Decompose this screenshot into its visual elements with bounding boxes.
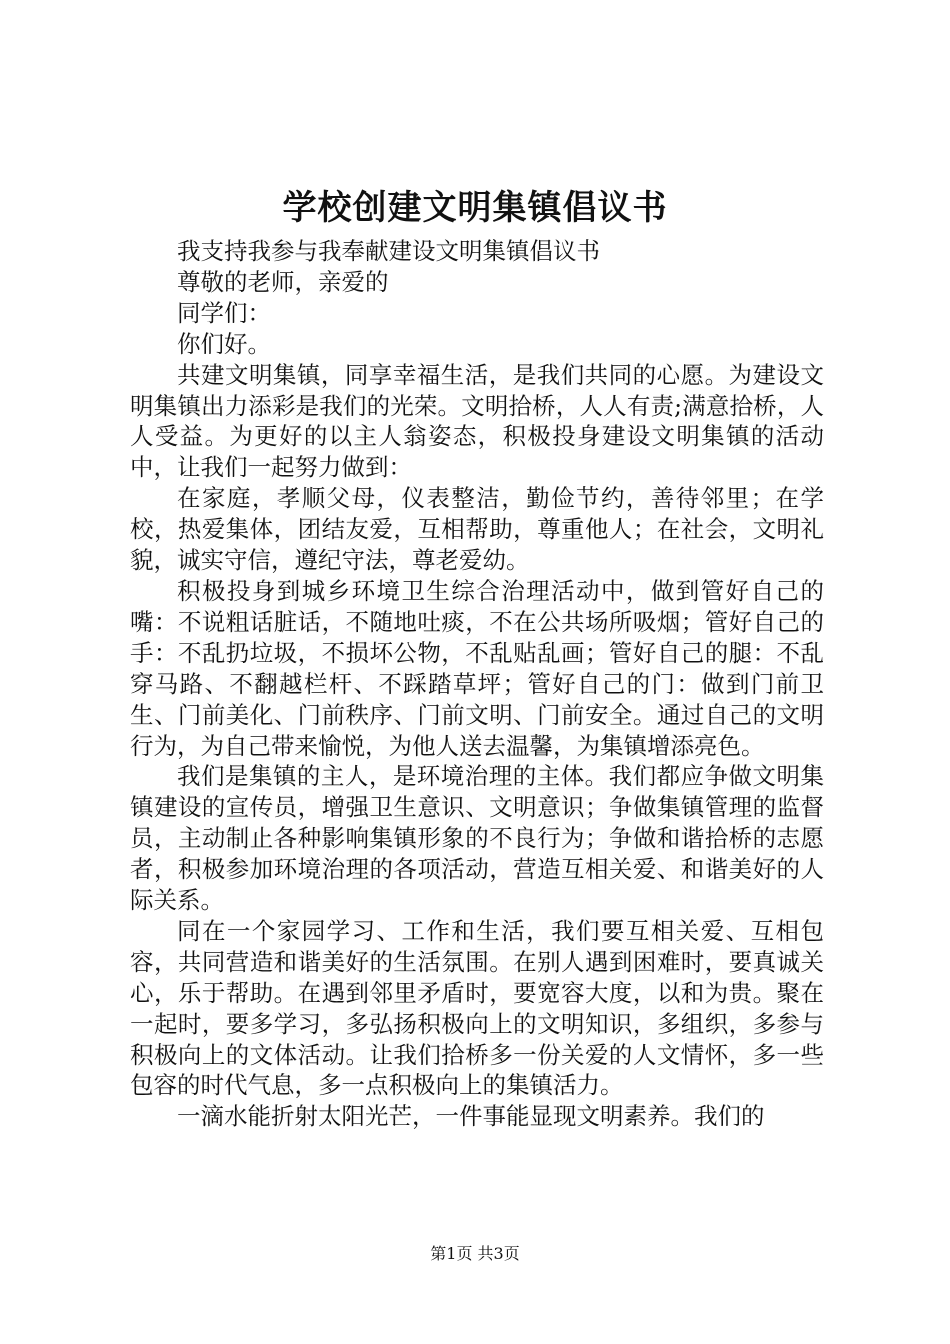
document-body: [130, 236, 824, 1132]
paragraph-closing: 一滴水能折射太阳光芒，一件事能显现文明素养。我们的: [177, 1102, 765, 1131]
paragraph-community: 同在一个家园学习、工作和生活，我们要互相关爱、互相包容，共同营造和谐美好的生活氛围。在别人遇到困难时，要真诚关心，乐于帮助。在遇到邻里矛盾时，要宽容大度，以和为贵。聚在一起时，要多学习，多弘扬积极向上的文明知识，多组织，多参与积极向上的文体活动。让我们拾桥多一份关爱的人文情怀，多一些包容的时代气息，多一点积极向上的集镇活力。: [130, 916, 824, 1100]
paragraph-greeting: 你们好。: [177, 329, 271, 358]
paragraph-intro: 共建文明集镇，同享幸福生活，是我们共同的心愿。为建设文明集镇出力添彩是我们的光荣。文明拾桥，人人有责;满意拾桥，人人受益。为更好的以主人翁姿态，积极投身建设文明集镇的活动中，让我们一起努力做到：: [130, 360, 824, 482]
paragraph-salutation-cont: 同学们：: [177, 298, 271, 327]
document-title: 学校创建文明集镇倡议书: [282, 188, 668, 228]
paragraph-salutation: 尊敬的老师，亲爱的: [177, 267, 389, 296]
paragraph-environment: 积极投身到城乡环境卫生综合治理活动中，做到管好自己的嘴：不说粗话脏话，不随地吐痰，不在公共场所吸烟；管好自己的手：不乱扔垃圾，不损坏公物，不乱贴乱画；管好自己的腿：不乱穿马路、不翻越栏杆、不踩踏草坪；管好自己的门：做到门前卫生、门前美化、门前秩序、门前文明、门前安全。通过自己的文明行为，为自己带来愉悦，为他人送去温馨，为集镇增添亮色。: [130, 576, 824, 760]
paragraph-family-school-society: 在家庭，孝顺父母，仪表整洁，勤俭节约，善待邻里；在学校，热爱集体，团结友爱，互相帮助，尊重他人；在社会，文明礼貌，诚实守信，遵纪守法，尊老爱幼。: [130, 484, 824, 575]
page-number: 第1页 共3页: [430, 1244, 520, 1263]
paragraph-masters: 我们是集镇的主人，是环境治理的主体。我们都应争做文明集镇建设的宣传员，增强卫生意识、文明意识；争做集镇管理的监督员，主动制止各种影响集镇形象的不良行为；争做和谐拾桥的志愿者，积极参加环境治理的各项活动，营造互相关爱、和谐美好的人际关系。: [130, 762, 824, 915]
paragraph-heading-line: 我支持我参与我奉献建设文明集镇倡议书: [177, 237, 600, 265]
